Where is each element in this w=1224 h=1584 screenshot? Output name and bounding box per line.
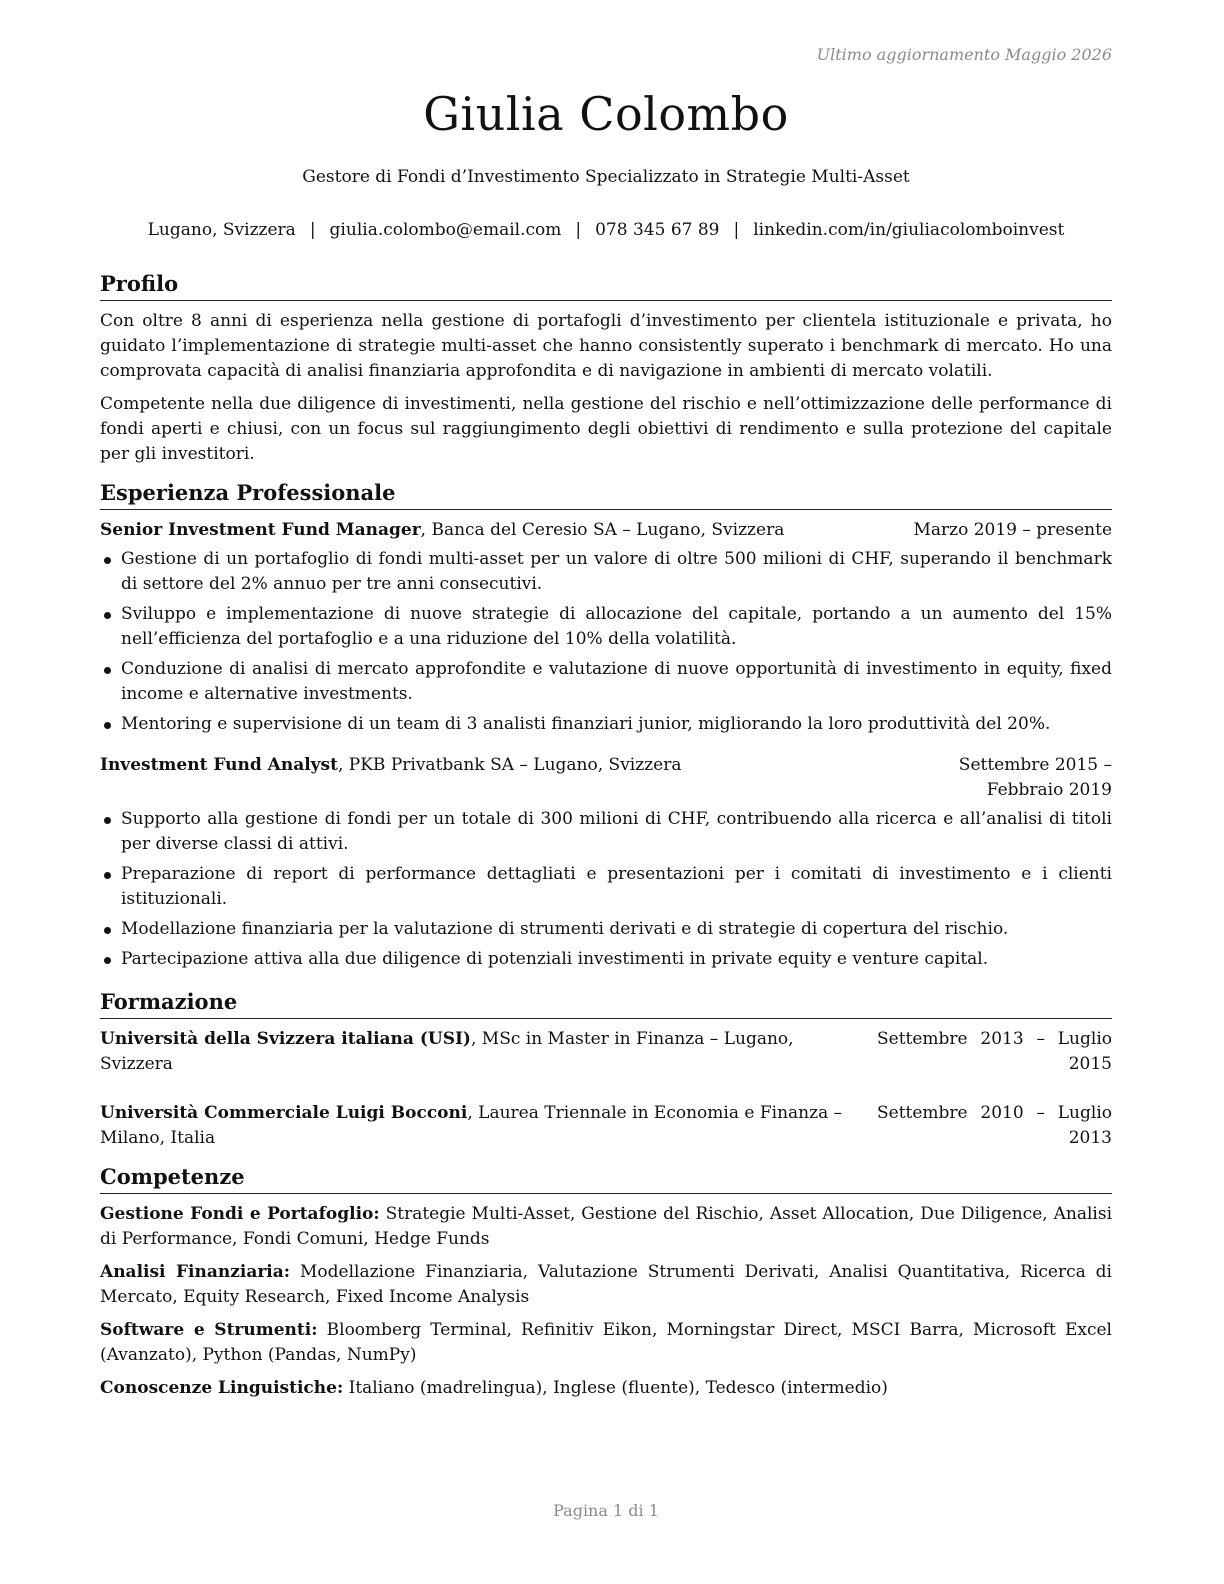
- job-bullet: Preparazione di report di performance dettagliati e presentazioni per i comitati di investimento e i clienti istituzionali.: [100, 862, 1112, 912]
- skill-text: Bloomberg Terminal, Refinitiv Eikon, Morningstar Direct, MSCI Barra, Microsoft Excel (Avanzato), Python (Pandas, NumPy): [100, 1320, 1112, 1365]
- contact-email[interactable]: giulia.colombo@email.com: [329, 220, 562, 240]
- job-company: , PKB Privatbank SA – Lugano, Svizzera: [337, 755, 682, 775]
- job-title-line: [100, 753, 867, 778]
- education-dates: Settembre 2010 – Luglio 2013: [877, 1103, 1112, 1148]
- skill-group: [100, 1318, 1112, 1368]
- page-number: Pagina 1 di 1: [553, 1501, 659, 1520]
- job-role: Senior Investment Fund Manager: [100, 520, 421, 540]
- skill-text: Modellazione Finanziaria, Valutazione Strumenti Derivati, Analisi Quantitativa, Ricerca di Mercato, Equity Research, Fixed Income Analysis: [100, 1262, 1112, 1307]
- job-dates: Settembre 2015 – Febbraio 2019: [958, 755, 1112, 800]
- contact-location: Lugano, Svizzera: [147, 220, 296, 240]
- education-header: [100, 1101, 1112, 1151]
- skills-section: [100, 1163, 1112, 1401]
- education-title-line: [100, 1101, 867, 1151]
- profile-section: [100, 270, 1112, 467]
- contact-phone[interactable]: 078 345 67 89: [595, 220, 720, 240]
- last-updated-note: Ultimo aggiornamento Maggio 2026: [816, 45, 1112, 64]
- skill-label: Analisi Finanziaria:: [100, 1262, 291, 1282]
- education-entry: [100, 1101, 1112, 1151]
- job-bullet: Partecipazione attiva alla due diligence di potenziali investimenti in private equity e venture capital.: [100, 947, 1112, 972]
- skills-heading: Competenze: [100, 1163, 1112, 1194]
- education-entry: [100, 1027, 1112, 1077]
- skill-label: Software e Strumenti:: [100, 1320, 318, 1340]
- candidate-tagline: Gestore di Fondi d’Investimento Specializzato in Strategie Multi-Asset: [302, 167, 910, 187]
- candidate-name: Giulia Colombo: [423, 87, 789, 141]
- job-bullet: Gestione di un portafoglio di fondi multi-asset per un valore di oltre 500 milioni di CHF, superando il benchmark di settore del 2% annuo per tre anni consecutivi.: [100, 547, 1112, 597]
- job-bullets: [100, 807, 1112, 972]
- job-bullet: Mentoring e supervisione di un team di 3 analisti finanziari junior, migliorando la loro produttività del 20%.: [100, 712, 1112, 737]
- education-school: Università della Svizzera italiana (USI): [100, 1029, 471, 1049]
- contact-separator: |: [575, 220, 582, 240]
- profile-paragraph: Con oltre 8 anni di esperienza nella gestione di portafogli d’investimento per clientela istituzionale e privata, ho guidato l’implementazione di strategie multi-asset che hanno consistently superato i benchmark di mercato. Ho una comprovata capacità di analisi finanziaria approfondita e di navigazione in ambienti di mercato volatili.: [100, 311, 1112, 381]
- skill-group: [100, 1260, 1112, 1310]
- education-detail: , MSc in Master in Finanza – Lugano, Svizzera: [100, 1029, 794, 1074]
- education-header: [100, 1027, 1112, 1077]
- education-section: [100, 988, 1112, 1151]
- skill-label: Gestione Fondi e Portafoglio:: [100, 1204, 380, 1224]
- skill-group: [100, 1376, 1112, 1401]
- job-title-line: [100, 518, 903, 543]
- contact-separator: |: [733, 220, 740, 240]
- skill-label: Conoscenze Linguistiche:: [100, 1378, 344, 1398]
- job-company: , Banca del Ceresio SA – Lugano, Svizzera: [420, 520, 785, 540]
- job-bullets: [100, 547, 1112, 737]
- job-header: [100, 518, 1112, 543]
- education-title-line: [100, 1027, 867, 1077]
- job-bullet: Modellazione finanziaria per la valutazione di strumenti derivati e di strategie di copertura del rischio.: [100, 917, 1112, 942]
- resume-content: [100, 270, 1112, 1413]
- job-bullet: Conduzione di analisi di mercato approfondite e valutazione di nuove opportunità di investimento in equity, fixed income e alternative investments.: [100, 657, 1112, 707]
- skill-text: Strategie Multi-Asset, Gestione del Rischio, Asset Allocation, Due Diligence, Analisi di Performance, Fondi Comuni, Hedge Funds: [100, 1204, 1113, 1249]
- job-header: [100, 753, 1112, 803]
- experience-heading: Esperienza Professionale: [100, 479, 1112, 510]
- experience-section: [100, 479, 1112, 972]
- profile-heading: Profilo: [100, 270, 1112, 301]
- education-heading: Formazione: [100, 988, 1112, 1019]
- job-dates: Marzo 2019 – presente: [913, 520, 1112, 540]
- resume-page: [100, 0, 1112, 1584]
- job-entry: [100, 753, 1112, 972]
- skill-text: Italiano (madrelingua), Inglese (fluente), Tedesco (intermedio): [343, 1378, 888, 1398]
- job-entry: [100, 518, 1112, 737]
- contact-separator: |: [309, 220, 316, 240]
- job-role: Investment Fund Analyst: [100, 755, 338, 775]
- skill-group: [100, 1202, 1112, 1252]
- contact-linkedin[interactable]: linkedin.com/in/giuliacolomboinvest: [753, 220, 1065, 240]
- job-bullet: Sviluppo e implementazione di nuove strategie di allocazione del capitale, portando a un aumento del 15% nell’efficienza del portafoglio e a una riduzione del 10% della volatilità.: [100, 602, 1112, 652]
- profile-paragraph: Competente nella due diligence di investimenti, nella gestione del rischio e nell’ottimizzazione delle performance di fondi aperti e chiusi, con un focus sul raggiungimento degli obiettivi di rendimento e sulla protezione del capitale per gli investitori.: [100, 394, 1112, 464]
- job-bullet: Supporto alla gestione di fondi per un totale di 300 milioni di CHF, contribuendo alla ricerca e all’analisi di titoli per diverse classi di attivi.: [100, 807, 1112, 857]
- education-dates: Settembre 2013 – Luglio 2015: [877, 1029, 1112, 1074]
- education-school: Università Commerciale Luigi Bocconi: [100, 1103, 468, 1123]
- education-detail: , Laurea Triennale in Economia e Finanza – Milano, Italia: [100, 1103, 843, 1148]
- contact-line: [80, 220, 1132, 240]
